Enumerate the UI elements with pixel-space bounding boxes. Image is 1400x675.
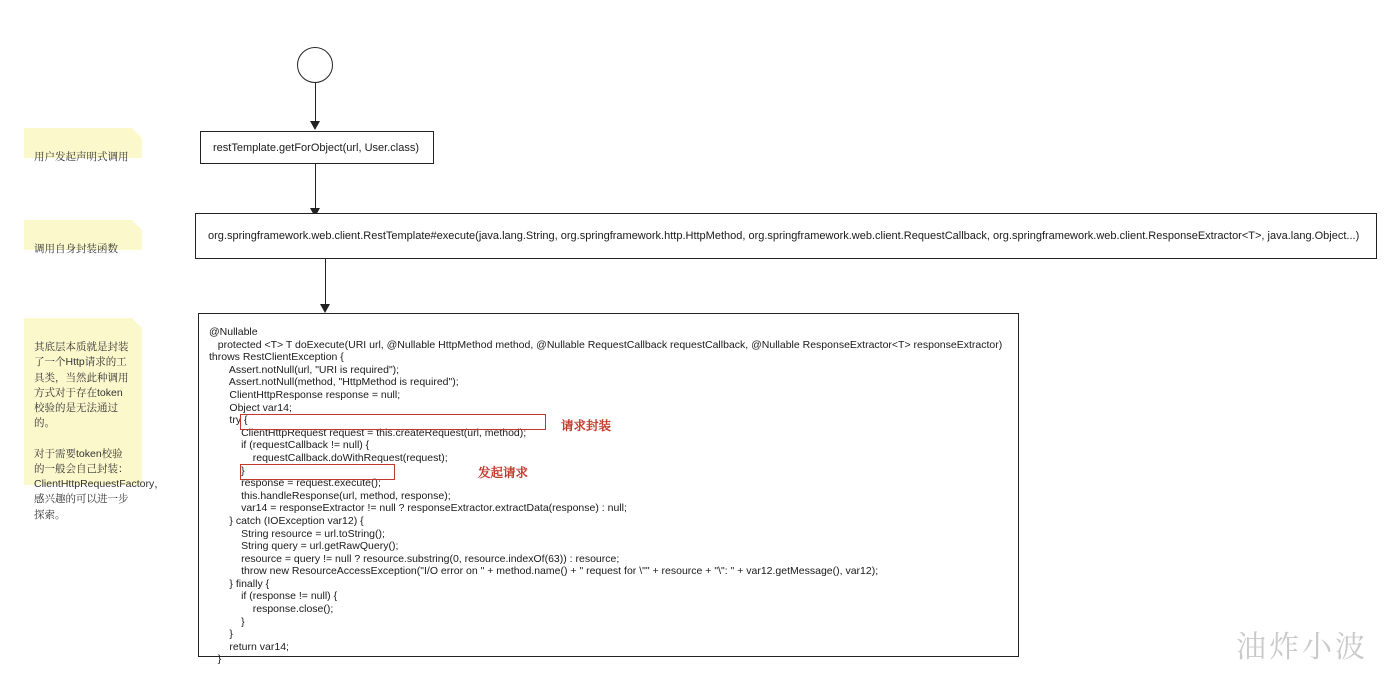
node-label: restTemplate.getForObject(url, User.class) bbox=[213, 141, 420, 154]
annotation-text: 请求封装 bbox=[561, 419, 612, 433]
node-rest-template-execute bbox=[195, 213, 1377, 259]
connector-call-to-execute bbox=[315, 164, 316, 210]
sticky-note-text: 用户发起声明式调用 bbox=[34, 151, 129, 164]
annotation-send-request bbox=[478, 463, 528, 481]
sticky-note-text: 其底层本质就是封装了一个Http请求的工具类，当然此种调用方式对于存在token校验的是无法通过的。 对于需要token校验的一般会自己封装：ClientHttpRequestFactory，感兴趣的可以进一步探索。 bbox=[34, 341, 165, 521]
note-fold-icon bbox=[132, 318, 142, 328]
arrow-head-icon bbox=[310, 121, 320, 130]
code-block-do-execute bbox=[198, 313, 1019, 666]
connector-start-to-call bbox=[315, 83, 316, 123]
annotation-request-wrapping bbox=[561, 416, 611, 434]
code-text: @Nullable protected <T> T doExecute(URI url, @Nullable HttpMethod method, @Nullable RequestCallback requestCallback, @Nullable ResponseExtractor<T> responseExtractor) throws RestClientException { Assert.notNull(url, "URI is required"); Assert.notNull(method, "HttpMethod is required"); ClientHttpResponse response = null; Object var14; try { ClientHttpRequest request = this.createRequest(url, method); if (requestCallback != null) { requestCallback.doWithRequest(request); } response = request.execute(); this.handleResponse(url, method, response); var14 = responseExtractor != null ? responseExtractor.extractData(response) : null; } catch (IOException var12) { String resource = url.toString(); String query = url.getRawQuery(); resource = query != null ? resource.substring(0, resource.indexOf(63)) : resource; throw new ResourceAccessException("I/O error on " + method.name() + " request for \"" + resource + "\": " + var12.getMessage(), var12); } finally { if (response != null) { response.close(); } } return var14; } bbox=[209, 326, 1003, 666]
start-node bbox=[297, 47, 333, 83]
note-fold-icon bbox=[132, 220, 142, 230]
watermark-text: 油炸小波 bbox=[1236, 631, 1368, 664]
note-fold-icon bbox=[132, 128, 142, 138]
node-rest-template-call bbox=[200, 131, 434, 164]
sticky-note-explanation bbox=[24, 318, 165, 521]
annotation-text: 发起请求 bbox=[478, 466, 529, 480]
connector-execute-to-code bbox=[325, 259, 326, 306]
sticky-note-wrapper-call bbox=[24, 220, 142, 256]
sticky-note-user-call bbox=[24, 128, 142, 164]
node-label: org.springframework.web.client.RestTemplate#execute(java.lang.String, org.springframework.http.HttpMethod, org.springframework.web.client.RequestCallback, org.springframework.web.client.ResponseExtractor<T>, java.lang.Object...) bbox=[208, 230, 1360, 242]
sticky-note-text: 调用自身封装函数 bbox=[34, 243, 118, 256]
arrow-head-icon bbox=[320, 304, 330, 313]
watermark bbox=[1236, 622, 1368, 666]
